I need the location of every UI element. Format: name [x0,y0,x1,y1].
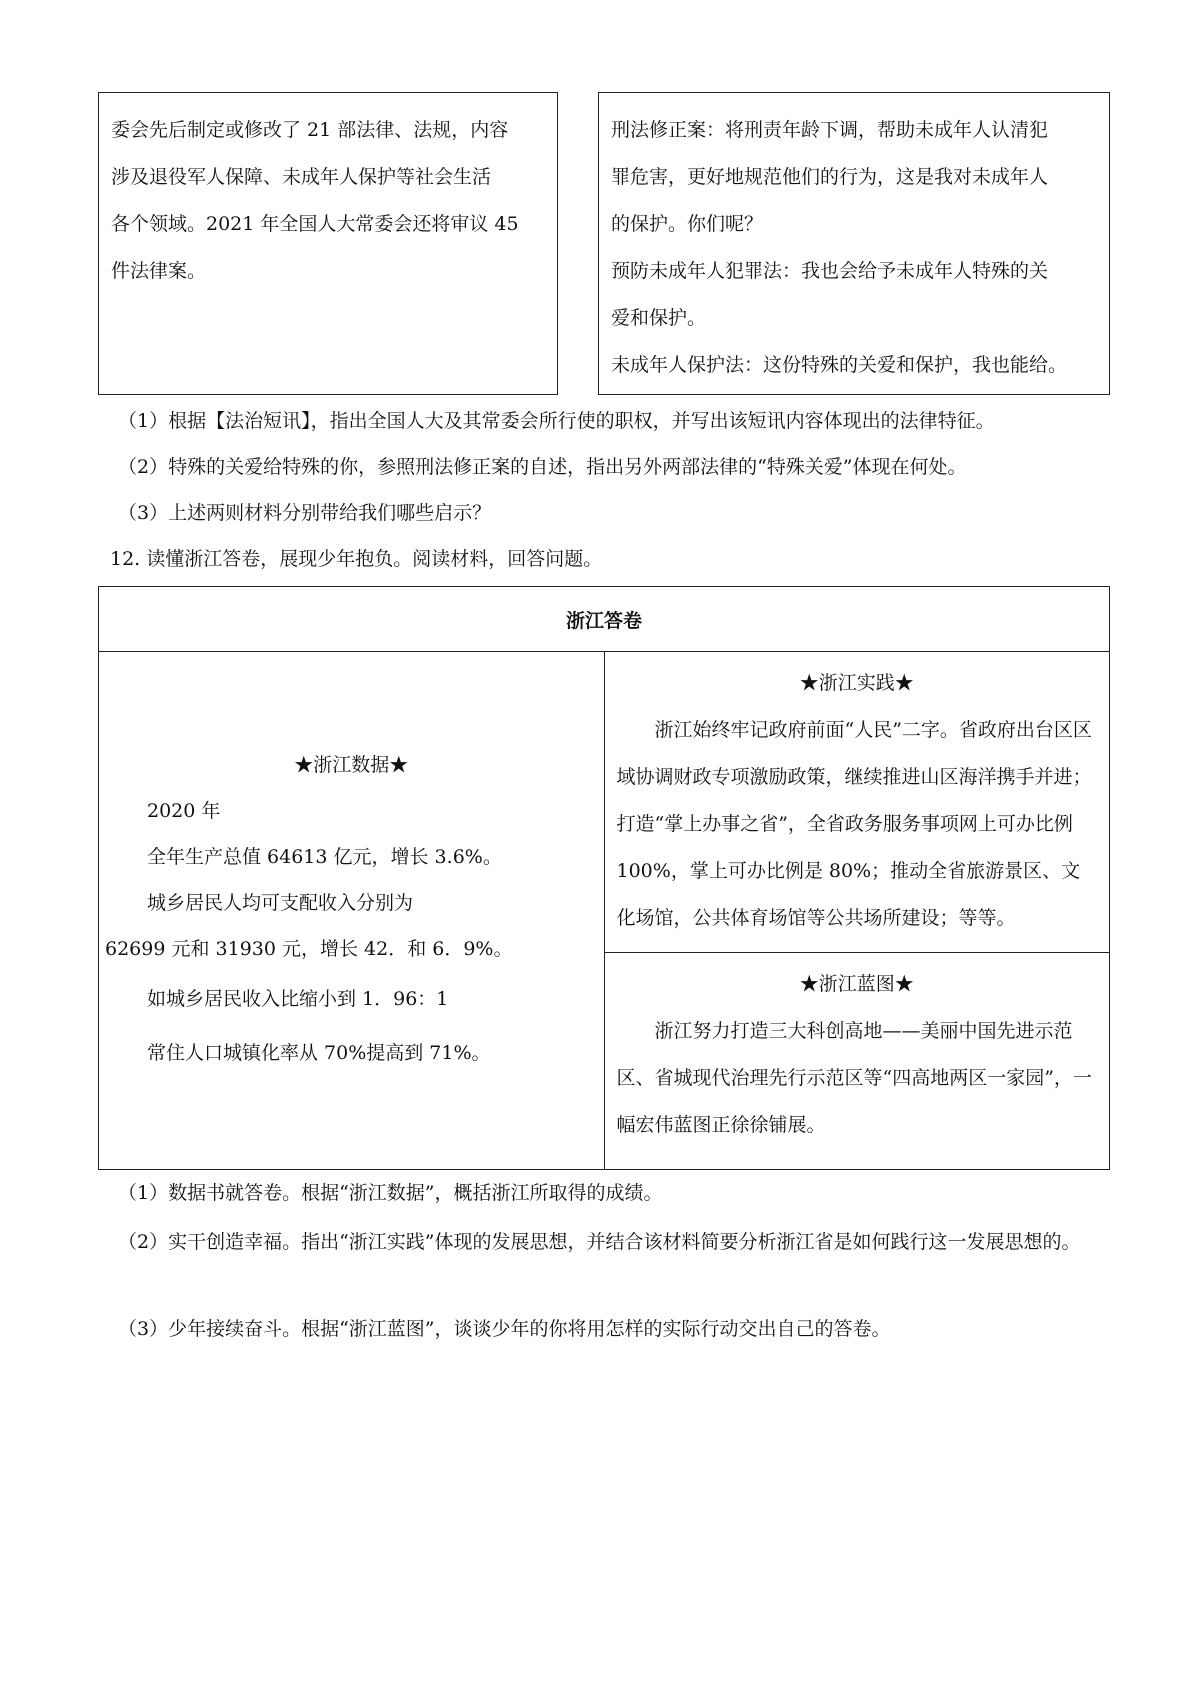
data-line: 62699 元和 31930 元，增长 42．和 6．9%。 [105,937,513,960]
zhejiang-blueprint-title: ★浙江蓝图★ [799,973,914,995]
zhejiang-practice-title: ★浙江实践★ [799,672,914,694]
zhejiang-answer-table [98,586,1110,1170]
table-title: 浙江答卷 [99,587,1110,652]
q11-sub2: （2）特殊的关爱给特殊的你，参照刑法修正案的自述，指出另外两部法律的“特殊关爱”体现在何处。 [118,456,967,478]
law-dialogue-line: 预防未成年人犯罪法：我也会给予未成年人特殊的关 [611,260,1049,282]
data-line: 全年生产总值 64613 亿元，增长 3.6%。 [147,845,502,868]
zhejiang-blueprint-cell [604,953,1110,1170]
q11-sub1: （1）根据【法治短讯】，指出全国人大及其常委会所行使的职权，并写出该短讯内容体现出的法律特征。 [118,410,995,432]
zhejiang-blueprint-text: 浙江努力打造三大科创高地——美丽中国先进示范区、省城现代治理先行示范区等“四高地两区一家园”，一幅宏伟蓝图正徐徐铺展。 [616,1020,1092,1136]
zhejiang-practice-cell [604,652,1110,953]
law-dialogue-box [598,92,1110,395]
law-dialogue-line: 的保护。你们呢？ [611,213,764,235]
zhejiang-data-cell [99,652,605,1170]
legal-news-line: 件法律案。 [111,260,207,282]
law-dialogue-line: 爱和保护。 [611,307,707,329]
data-line: 城乡居民人均可支配收入分别为 [147,891,414,914]
legal-news-box [98,92,558,395]
zhejiang-data-title: ★浙江数据★ [294,753,409,776]
q12-stem: 12. 读懂浙江答卷，展现少年抱负。阅读材料，回答问题。 [110,548,603,570]
q12-sub3: （3）少年接续奋斗。根据“浙江蓝图”，谈谈少年的你将用怎样的实际行动交出自己的答卷。 [118,1318,891,1340]
q11-sub3: （3）上述两则材料分别带给我们哪些启示？ [118,502,492,524]
q12-sub2: （2）实干创造幸福。指出“浙江实践”体现的发展思想，并结合该材料简要分析浙江省是如何践行这一发展思想的。 [118,1231,1081,1253]
data-line: 常住人口城镇化率从 70%提高到 71%。 [147,1041,491,1064]
law-dialogue-line: 罪危害，更好地规范他们的行为，这是我对未成年人 [611,166,1049,188]
law-dialogue-line: 刑法修正案：将刑责年龄下调，帮助未成年人认清犯 [611,119,1049,141]
legal-news-line: 各个领域。2021 年全国人大常委会还将审议 45 [111,213,519,235]
legal-news-line: 涉及退役军人保障、未成年人保护等社会生活 [111,166,492,188]
zhejiang-practice-text: 浙江始终牢记政府前面“人民”二字。省政府出台区区域协调财政专项激励政策，继续推进山区海洋携手并进；打造“掌上办事之省”，全省政务服务事项网上可办比例 100%，掌上可办比例是 80%；推动全省旅游景区、文化场馆，公共体育场馆等公共场所建设；等等。 [616,719,1092,929]
legal-news-line: 委会先后制定或修改了 21 部法律、法规，内容 [111,119,509,141]
q12-sub1: （1）数据书就答卷。根据“浙江数据”，概括浙江所取得的成绩。 [118,1182,663,1204]
data-line: 如城乡居民收入比缩小到 1．96：1 [147,987,449,1010]
data-line: 2020 年 [147,799,221,822]
law-dialogue-line: 未成年人保护法：这份特殊的关爱和保护，我也能给。 [611,354,1068,376]
